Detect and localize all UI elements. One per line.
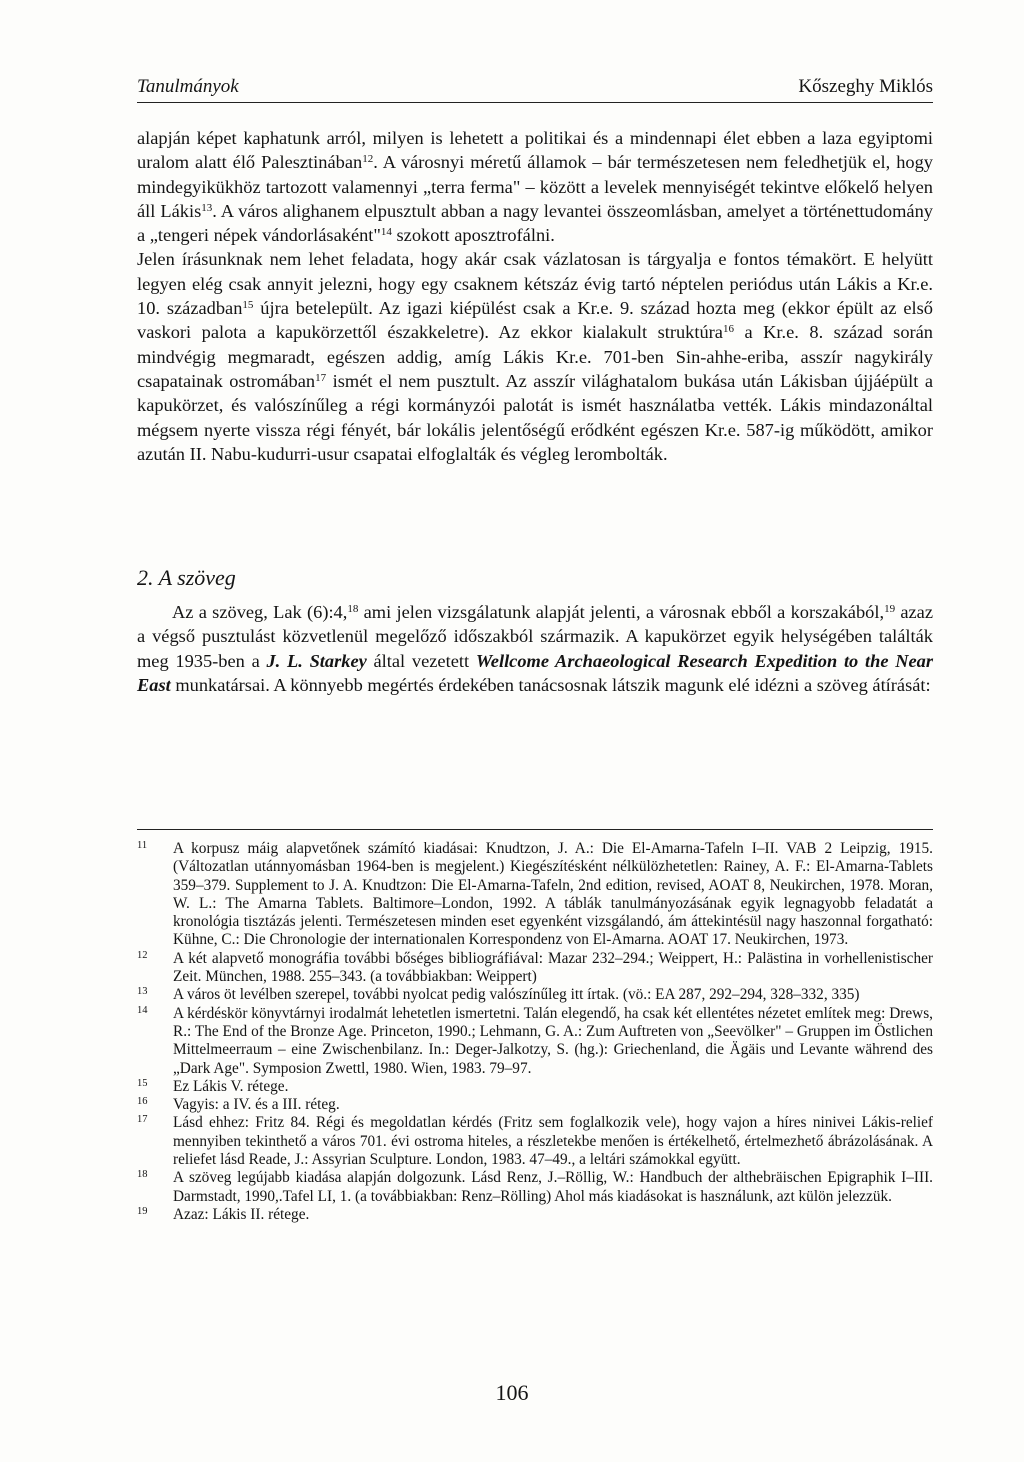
footnote-text: A szöveg legújabb kiadása alapján dolgozunk. Lásd Renz, J.–Röllig, W.: Handbuch der althebräischen Epigraphik I–III. Darmstadt, 1990,.Tafel LI, 1. (a továbbiakban: Renz–Rölling) Ahol más kiadásokat is használunk, azt külön jelezzük. — [173, 1169, 933, 1205]
text-run: Jelen írásunknak nem lehet feladata, hogy akár csak vázlatosan is tárgyalja e fontos témakört. E helyütt legyen elég csak annyit jelezni, hogy egy csaknem kétszáz évig tartó néptelen periódus után Lákis a Kr.e. 10. században — [137, 249, 933, 319]
footnote-number: 16 — [137, 1096, 148, 1108]
header-section-title: Tanulmányok — [137, 76, 239, 97]
text-run: a Kr.e. 8. század során mindvégig megmaradt, egészen addig, amíg Lákis Kr.e. 701-ben Sin-ahhe-eriba, asszír nagykirály csapatainak ostromában — [137, 322, 934, 391]
footnote-number: 12 — [137, 949, 148, 961]
page-number: 106 — [495, 1380, 529, 1405]
expedition-name: Wellcome Archaeological Research Expedition to the Near East — [137, 650, 934, 695]
text-run: által vezetett — [366, 650, 476, 671]
footnote-divider — [137, 829, 933, 830]
footnote-text: Azaz: Lákis II. rétege. — [173, 1205, 310, 1223]
text-run: ami jelen vizsgálatunk alapját jelenti, a városnak ebből a korszakából, — [358, 602, 885, 622]
footnote — [137, 1206, 933, 1224]
footnote-text: Ez Lákis V. rétege. — [173, 1077, 289, 1095]
text-run: újra betelepült. Az igazi kiépülést csak a Kr.e. 9. század hozta meg (ekkor épült az első vaskori palota a kapukörzettől északkeletre). Az ekkor kialakult struktúra — [137, 298, 933, 343]
footnote-ref[interactable]: 12 — [362, 153, 374, 166]
footnote — [137, 1096, 933, 1114]
section-text — [137, 600, 933, 697]
footnote-number: 14 — [137, 1004, 148, 1016]
footnote-text: Vagyis: a IV. és a III. réteg. — [173, 1096, 340, 1114]
text-run: alapján képet kaphatunk arról, milyen is lehetett a politikai és a mindennapi élet ebben a laza egyiptomi uralom alatt élő Palesztinában — [137, 128, 933, 173]
footnote-text: Lásd ehhez: Fritz 84. Régi és megoldatlan kérdés (Fritz sem foglalkozik vele), hogy vajon a híres ninivei Lákis-relief mennyiben tekinthető a város 701. évi ostroma hiteles, a részletekbe menően is értékelhető, értelmezhető ábrázolásának. A reliefet lásd Reade, J.: Assyrian Sculpture. London, 1983. 47–49., a leltári számokkal együtt. — [173, 1114, 933, 1169]
footnote-text: A kérdéskör könyvtárnyi irodalmát lehetetlen ismertetni. Talán elegendő, ha csak két ellentétes nézetet említek meg: Drews, R.: The End of the Bronze Age. Princeton, 1990.; Lehmann, G. A.: Zum Auftreten von „Seevölker" – Gruppen im Östlichen Mittelmeerraum – eine Zwischenbilanz. In.: Deger-Jalkotzy, S. (hg.): Griechenland, die Ägäis und Levante während des „Dark Age". Symposion Zwettl, 1980. Wien, 1983. 79–97. — [173, 1004, 933, 1077]
footnote-number: 11 — [137, 840, 148, 851]
text-run: azaz a végső pusztulást közvetlenül megelőző időszakból származik. A kapukörzet egyik helységében találták meg 1935-ben a — [137, 602, 933, 671]
footnotes — [137, 840, 933, 1224]
footnote-ref[interactable]: 19 — [884, 603, 896, 615]
running-header — [137, 76, 933, 103]
footnote — [137, 1078, 933, 1096]
footnote — [137, 986, 933, 1004]
paragraph-1 — [137, 126, 933, 247]
footnote-number: 17 — [137, 1114, 148, 1126]
footnote-text: A két alapvető monográfia további bőséges bibliográfiával: Mazar 232–294.; Weippert, H.: Palästina in vorhellenistischer Zeit. München, 1988. 255–343. (a továbbiakban: Weippert) — [173, 949, 933, 986]
footnote — [137, 950, 933, 987]
footnote-ref[interactable]: 15 — [242, 299, 254, 312]
paragraph-2 — [137, 247, 933, 466]
person-name: J. L. Starkey — [266, 650, 367, 671]
footnote-text: A város öt levélben szerepel, további nyolcat pedig valószínűleg itt írtak. (vö.: EA 287, 292–294, 328–332, 335) — [173, 986, 860, 1004]
footnote-ref[interactable]: 18 — [347, 603, 359, 615]
paragraph-3 — [137, 600, 933, 697]
text-run: Az a szöveg, Lak (6):4, — [172, 602, 348, 622]
footnote — [137, 840, 933, 950]
footnote-number: 13 — [137, 986, 148, 998]
text-run: . A városnyi méretű államok – bár természetesen nem feledhetjük el, hogy mindegyikükhöz tartozott valamennyi „terra ferma" – között a levelek mennyiségét tekintve előkelő helyen áll Lákis — [137, 152, 933, 221]
footnote-number: 15 — [137, 1077, 148, 1089]
text-run: szokott aposztrofálni. — [391, 225, 555, 246]
footnote — [137, 1005, 933, 1078]
footnote-number: 18 — [137, 1169, 148, 1181]
body-text — [137, 126, 933, 466]
text-run: . A város alighanem elpusztult abban a nagy levantei összeomlásban, amelyet a történettudomány a „tengeri népek vándorlásaként" — [137, 200, 933, 246]
footnote-text: A korpusz máig alapvetőnek számító kiadásai: Knudtzon, J. A.: Die El-Amarna-Tafeln I–II. VAB 2 Leipzig, 1915. (Változatlan utánnyomásban 1964-ben is megjelent.) Kiegészítésként nélkülözhetetlen: Rainey, A. F.: El-Amarna-Tablets 359–379. Supplement to J. A. Knudtzon: Die El-Amarna-Tafeln, 2nd edition, revised, AOAT 8, Neukirchen, 1978. Moran, W. L.: The Amarna Tablets. Baltimore–London, 1992. A táblák tanulmányozásának egyik legnagyobb feladatát a kronológia tisztázás jelenti. Természetesen minden eset egyenként vizsgálandó, ám áttekintésül nagy haszonnal forgatható: Kühne, C.: Die Chronologie der internationalen Korrespondenz von El-Amarna. AOAT 17. Neukirchen, 1973. — [173, 840, 933, 949]
footnote — [137, 1114, 933, 1169]
footnote-ref[interactable]: 13 — [201, 201, 213, 214]
footnote-ref[interactable]: 16 — [722, 323, 734, 336]
footnote-ref[interactable]: 17 — [315, 371, 327, 384]
footnote — [137, 1169, 933, 1206]
footnote-number: 19 — [137, 1205, 148, 1217]
section-heading: 2. A szöveg — [137, 565, 236, 590]
text-run: munkatársai. A könnyebb megértés érdekében tanácsosnak látszik magunk elé idézni a szöveg átírását: — [170, 674, 931, 695]
text-run: ismét el nem pusztult. Az asszír világhatalom bukása után Lákisban újjáépült a kapukörzet, és valószínűleg a régi kormányzói palotát is ismét használatba vették. Lákis mindazonáltal mégsem nyerte vissza régi fényét, bár lokális jelentőségű erődként egészen Kr.e. 587-ig működött, amikor azután II. Nabu-kudurri-usur csapatai elfoglalták és végleg lerombolták. — [137, 370, 933, 464]
footnote-ref[interactable]: 14 — [380, 226, 392, 239]
header-author: Kőszeghy Miklós — [798, 76, 933, 97]
